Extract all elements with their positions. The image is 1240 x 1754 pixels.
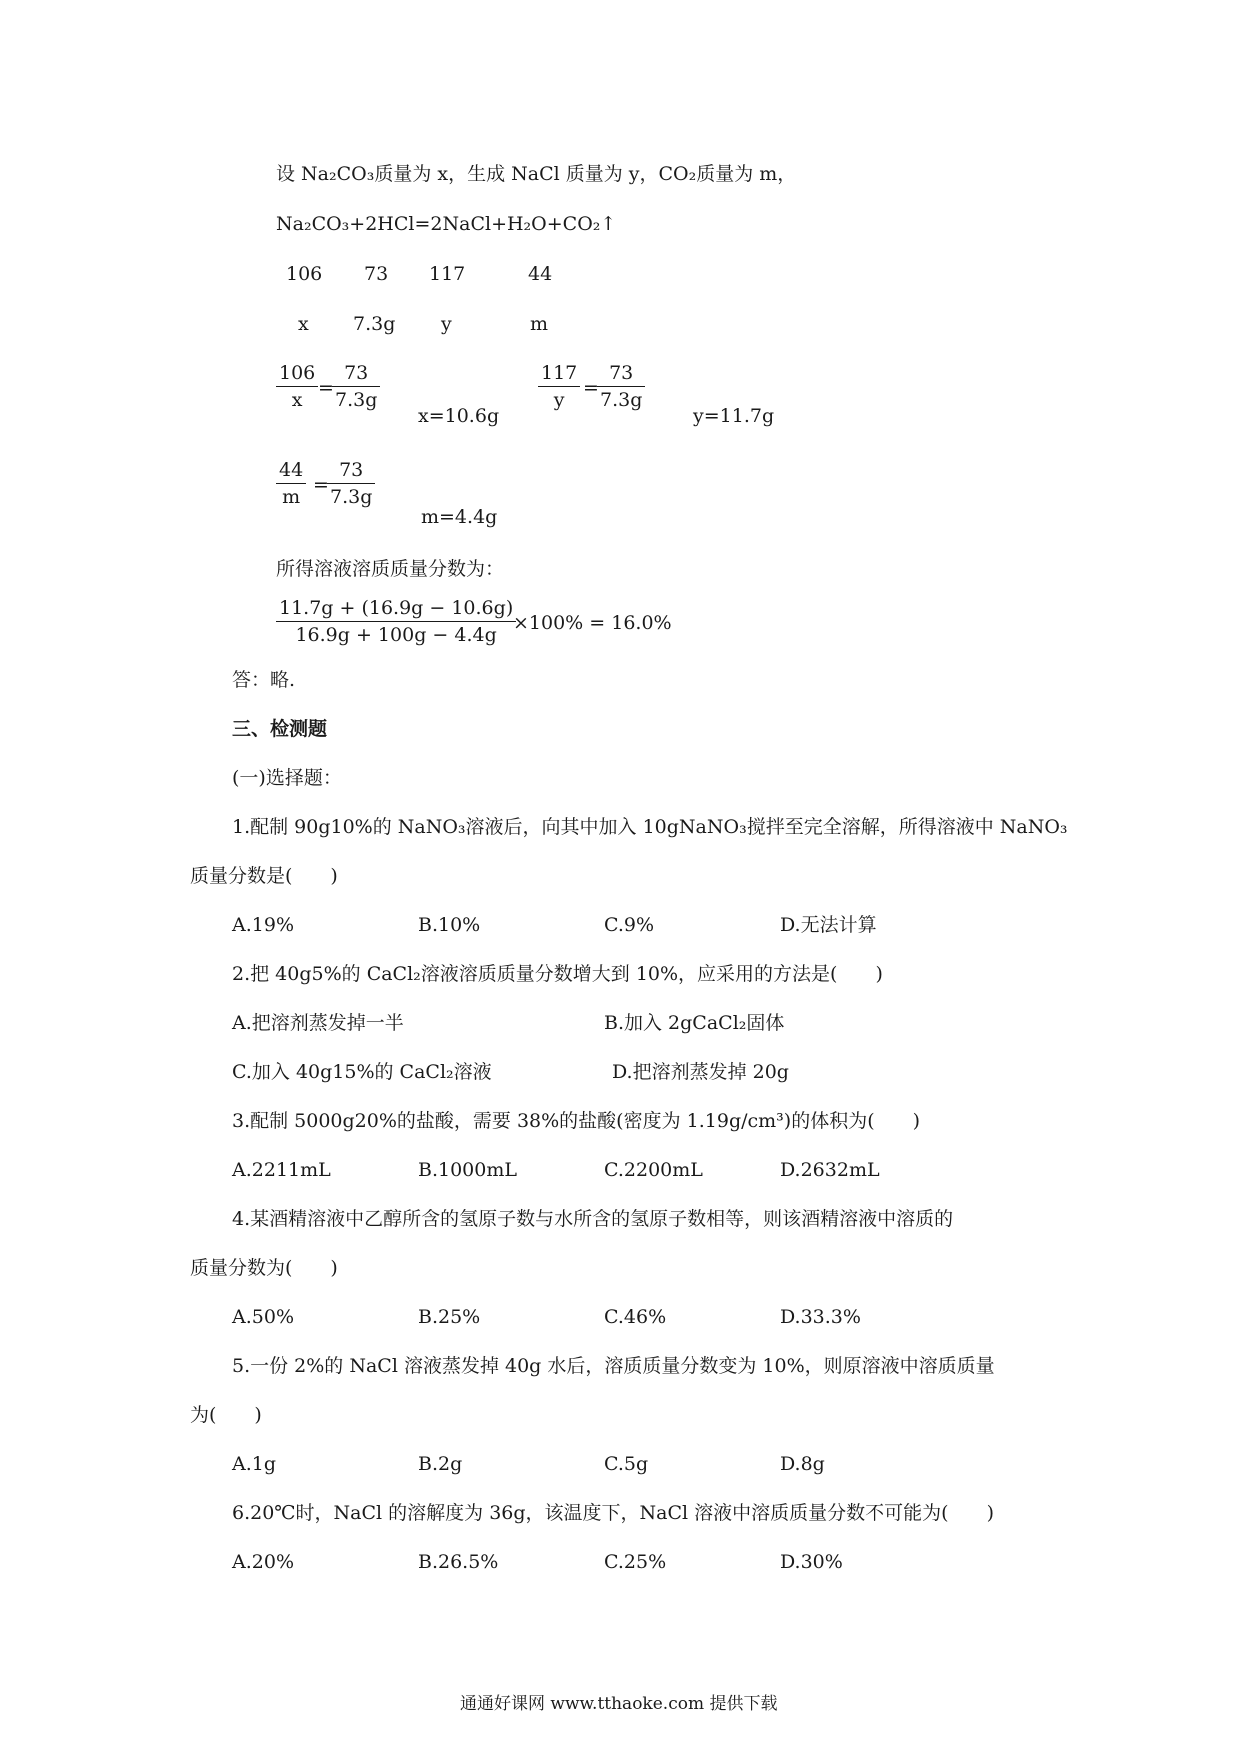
- eq2-left-den: y: [553, 389, 565, 411]
- question-4-option-a: A.50%: [232, 1306, 294, 1328]
- page-footer: 通通好课网 www.tthaoke.com 提供下载: [460, 1694, 778, 1714]
- question-2-option-b: B.加入 2gCaCl₂固体: [604, 1012, 785, 1034]
- question-6-option-d: D.30%: [780, 1551, 843, 1573]
- var-m: m: [530, 313, 549, 335]
- question-6-line-1: 6.20℃时，NaCl 的溶解度为 36g，该温度下，NaCl 溶液中溶质质量分数不可能为( ): [232, 1502, 994, 1524]
- question-2-line-1: 2.把 40g5%的 CaCl₂溶液溶质质量分数增大到 10%，应采用的方法是( ): [232, 963, 883, 985]
- eq2-right-num: 73: [597, 362, 645, 387]
- ratio-nacl: 117: [429, 263, 466, 285]
- ratio-co2: 44: [528, 263, 553, 285]
- question-6-option-a: A.20%: [232, 1551, 294, 1573]
- question-6-option-c: C.25%: [604, 1551, 667, 1573]
- final-numerator: 11.7g + (16.9g − 10.6g): [276, 597, 516, 622]
- eq3-left-den: m: [282, 486, 301, 508]
- question-4-line-2: 质量分数为( ): [190, 1257, 338, 1279]
- eq2-right-den: 7.3g: [600, 389, 643, 411]
- question-4-option-c: C.46%: [604, 1306, 667, 1328]
- final-denominator: 16.9g + 100g − 4.4g: [295, 624, 497, 646]
- var-hcl-mass: 7.3g: [353, 313, 396, 335]
- eq3-result: m=4.4g: [421, 506, 498, 528]
- eq1-result: x=10.6g: [418, 405, 500, 427]
- eq1-equals: =: [318, 377, 334, 399]
- eq3-right-fraction: [327, 459, 375, 508]
- eq2-left-num: 117: [538, 362, 580, 387]
- var-x: x: [298, 313, 309, 335]
- question-5-line-2: 为( ): [190, 1404, 262, 1426]
- eq3-left-fraction: [276, 459, 306, 508]
- question-1-line-1: 1.配制 90g10%的 NaNO₃溶液后，向其中加入 10gNaNO₃搅拌至完全溶解，所得溶液中 NaNO₃: [232, 816, 1068, 838]
- question-3-line-1: 3.配制 5000g20%的盐酸，需要 38%的盐酸(密度为 1.19g/cm³)的体积为( ): [232, 1110, 921, 1132]
- chemical-equation: Na₂CO₃+2HCl=2NaCl+H₂O+CO₂↑: [276, 213, 617, 235]
- question-6-option-b: B.26.5%: [418, 1551, 499, 1573]
- question-3-option-d: D.2632mL: [780, 1159, 880, 1181]
- question-5-option-d: D.8g: [780, 1453, 825, 1475]
- eq2-right-fraction: [597, 362, 645, 411]
- eq2-result: y=11.7g: [693, 405, 775, 427]
- question-1-line-2: 质量分数是( ): [190, 865, 338, 887]
- answer-line: 答：略.: [232, 669, 296, 691]
- eq2-equals: =: [583, 377, 599, 399]
- ratio-hcl: 73: [364, 263, 389, 285]
- question-5-option-a: A.1g: [232, 1453, 277, 1475]
- eq1-right-num: 73: [332, 362, 380, 387]
- question-2-option-a: A.把溶剂蒸发掉一半: [232, 1012, 404, 1034]
- question-1-option-b: B.10%: [418, 914, 481, 936]
- eq1-right-fraction: [332, 362, 380, 411]
- final-fraction: [276, 597, 516, 646]
- question-3-option-a: A.2211mL: [232, 1159, 331, 1181]
- question-1-option-d: D.无法计算: [780, 914, 877, 936]
- eq3-right-num: 73: [327, 459, 375, 484]
- question-2-option-d: D.把溶剂蒸发掉 20g: [612, 1061, 789, 1083]
- question-4-option-d: D.33.3%: [780, 1306, 861, 1328]
- eq3-right-den: 7.3g: [330, 486, 373, 508]
- question-5-line-1: 5.一份 2%的 NaCl 溶液蒸发掉 40g 水后，溶质质量分数变为 10%，则原溶液中溶质质量: [232, 1355, 995, 1377]
- question-5-option-b: B.2g: [418, 1453, 463, 1475]
- eq1-left-den: x: [291, 389, 303, 411]
- mass-fraction-label: 所得溶液溶质质量分数为：: [276, 558, 505, 580]
- solution-setup: 设 Na₂CO₃质量为 x，生成 NaCl 质量为 y，CO₂质量为 m，: [276, 163, 797, 185]
- question-1-option-c: C.9%: [604, 914, 655, 936]
- question-4-option-b: B.25%: [418, 1306, 481, 1328]
- question-4-line-1: 4.某酒精溶液中乙醇所含的氢原子数与水所含的氢原子数相等，则该酒精溶液中溶质的: [232, 1208, 954, 1230]
- eq1-left-fraction: [276, 362, 318, 411]
- section-subtitle: (一)选择题：: [232, 767, 342, 789]
- question-3-option-b: B.1000mL: [418, 1159, 517, 1181]
- question-2-option-c: C.加入 40g15%的 CaCl₂溶液: [232, 1061, 492, 1083]
- ratio-na2co3: 106: [286, 263, 323, 285]
- eq1-right-den: 7.3g: [335, 389, 378, 411]
- question-1-option-a: A.19%: [232, 914, 294, 936]
- eq3-equals: =: [313, 474, 329, 496]
- eq2-left-fraction: [538, 362, 580, 411]
- section-title: 三、检测题: [232, 718, 328, 740]
- eq3-left-num: 44: [276, 459, 306, 484]
- question-5-option-c: C.5g: [604, 1453, 649, 1475]
- var-y: y: [441, 313, 452, 335]
- question-3-option-c: C.2200mL: [604, 1159, 703, 1181]
- eq1-left-num: 106: [276, 362, 318, 387]
- final-result: ×100% = 16.0%: [513, 612, 672, 634]
